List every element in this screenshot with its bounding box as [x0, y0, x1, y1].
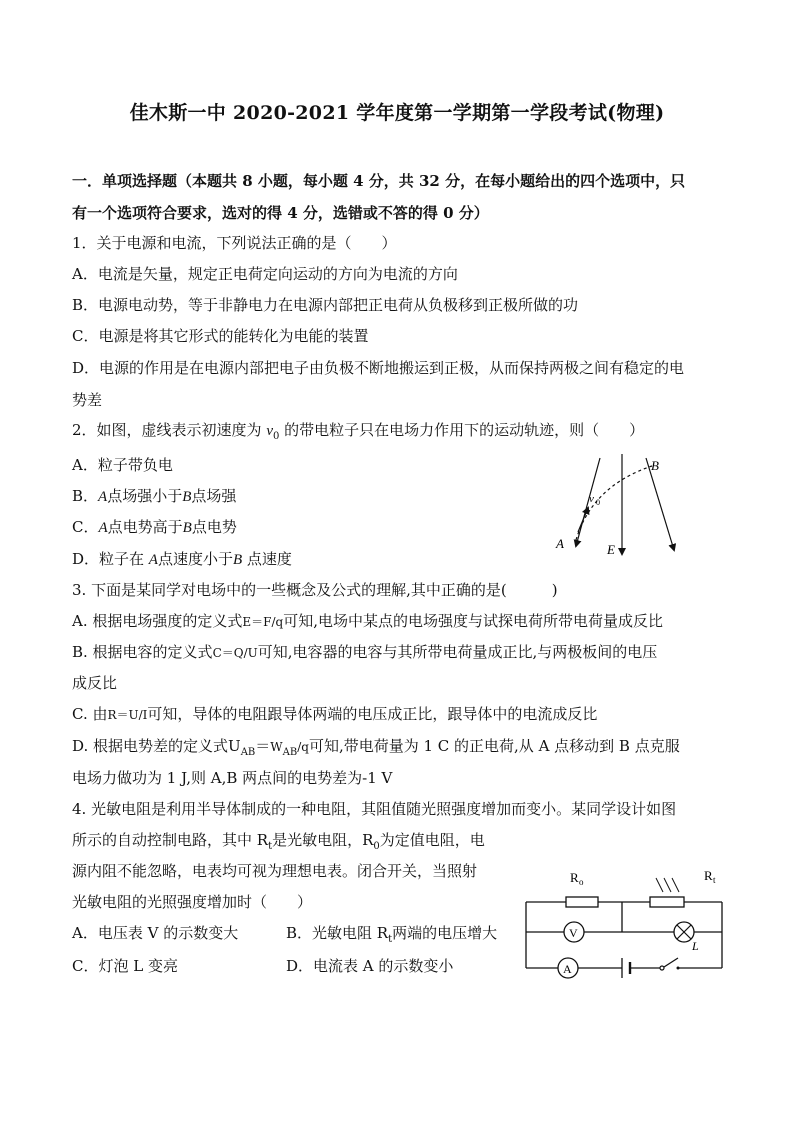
switch-contact-left — [660, 966, 664, 970]
label-voltmeter: V — [569, 926, 578, 940]
label-v: v — [589, 493, 594, 505]
label-r0: R — [570, 870, 579, 885]
q2-d-b: B — [232, 552, 243, 568]
q2-d-pre: D．粒子在 — [72, 550, 149, 568]
q3-option-b-line1 — [72, 642, 657, 663]
light-ray-2 — [664, 878, 671, 892]
q4-stem-line2 — [72, 830, 485, 857]
q4-line2-r0-sub: 0 — [373, 841, 380, 852]
q3-a-formula: E＝F/q — [242, 615, 284, 629]
q1-stem: 1．关于电源和电流，下列说法正确的是（ ） — [72, 234, 397, 252]
q3-d-pre: D. 根据电势差的定义式 — [72, 737, 229, 755]
q4-circuit-diagram — [518, 862, 732, 980]
resistor-r0 — [566, 897, 598, 907]
q2-c-a: A — [98, 520, 108, 536]
q3-d-eq: ＝ — [255, 737, 271, 755]
switch-contact-right — [677, 967, 680, 970]
q1-option-c: C．电源是将其它形式的能转化为电能的装置 — [72, 327, 369, 345]
q4-stem-line3: 源内阻不能忽略，电表均可视为理想电表。闭合开关，当照射 — [72, 862, 478, 880]
q4-b-sub: t — [388, 934, 393, 945]
label-r0-sub: o — [579, 877, 584, 887]
velocity-arrow — [578, 508, 588, 532]
q2-stem — [72, 420, 644, 447]
q3-b-post: 可知,电容器的电容与其所带电荷量成正比,与两极板间的电压 — [257, 643, 658, 661]
q3-a-post: 可知,电场中某点的电场强度与试探电荷所带电荷量成反比 — [283, 612, 663, 630]
q4-option-b — [286, 923, 497, 950]
q3-c-pre: C. 由 — [72, 705, 108, 723]
q2-v: v — [266, 423, 273, 439]
q3-d-q: /q — [297, 740, 309, 754]
q3-b-formula: C＝Q/U — [212, 646, 258, 660]
q2-option-c — [72, 517, 237, 538]
label-ammeter: A — [563, 962, 572, 976]
q2-c-post: 点电势 — [191, 518, 237, 536]
photoresistor-rt — [650, 897, 684, 907]
q4-option-a: A．电压表 V 的示数变大 — [72, 924, 239, 942]
q4-b-post: 两端的电压增大 — [392, 924, 498, 942]
q4-stem-line1: 4. 光敏电阻是利用半导体制成的一种电阻，其阻值随光照强度增加而变小。某同学设计如图 — [72, 800, 677, 818]
q3-d-w-sub: AB — [282, 747, 298, 758]
label-v0-sub: 0 — [596, 498, 600, 507]
q2-stem-pre: 2．如图，虚线表示初速度为 — [72, 421, 267, 439]
q3-d-u: U — [228, 737, 241, 755]
q2-b-post: 点场强 — [191, 487, 237, 505]
section1-heading-line1: 一．单项选择题（本题共 8 小题，每小题 4 分，共 32 分，在每小题给出的四个选项中，只 — [72, 172, 686, 190]
q2-field-diagram — [548, 450, 688, 565]
q2-option-a: A．粒子带负电 — [72, 456, 173, 474]
q3-option-d-line1 — [72, 736, 680, 763]
q4-line2-post: 为定值电阻，电 — [379, 831, 485, 849]
q2-c-mid: 点电势高于 — [107, 518, 183, 536]
q3-option-a — [72, 611, 663, 632]
label-e: E — [607, 542, 615, 557]
q2-b-mid: 点场强小于 — [107, 487, 183, 505]
q2-option-d — [72, 549, 292, 570]
q4-b-pre: B．光敏电阻 R — [286, 924, 389, 942]
q3-d-u-sub: AB — [240, 747, 256, 758]
q4-line2-rt-sub: t — [268, 841, 273, 852]
q3-stem: 3. 下面是某同学对电场中的一些概念及公式的理解,其中正确的是( ) — [72, 581, 558, 599]
q4-option-d: D．电流表 A 的示数变小 — [286, 957, 454, 975]
q2-c-b: B — [182, 520, 192, 536]
label-b: B — [651, 458, 659, 473]
q2-d-a: A — [148, 552, 158, 568]
q2-d-post: 点速度 — [242, 550, 292, 568]
q4-option-c: C．灯泡 L 变亮 — [72, 957, 178, 975]
q3-option-c — [72, 704, 597, 725]
q2-stem-post: 的带电粒子只在电场力作用下的运动轨迹，则（ ） — [279, 421, 645, 439]
q4-line2-pre: 所示的自动控制电路，其中 R — [72, 831, 269, 849]
switch-blade — [664, 958, 678, 967]
light-ray-1 — [656, 878, 663, 892]
light-ray-3 — [672, 878, 679, 892]
q1-option-b: B．电源电动势，等于非静电力在电源内部把正电荷从负极移到正极所做的功 — [72, 296, 579, 314]
q3-d-post: 可知,带电荷量为 1 C 的正电荷,从 A 点移动到 B 点克服 — [308, 737, 680, 755]
q2-option-b — [72, 486, 236, 507]
q2-b-a: A — [98, 489, 108, 505]
q3-d-w: W — [270, 740, 283, 754]
q1-option-d-line1: D．电源的作用是在电源内部把电子由负极不断地搬运到正极，从而保持两极之间有稳定的电 — [72, 359, 685, 377]
exam-title: 佳木斯一中 2020-2021 学年度第一学期第一学段考试(物理) — [129, 102, 665, 124]
q2-b-b: B — [182, 489, 192, 505]
q3-c-formula: R＝U/I — [107, 708, 148, 722]
q3-a-pre: A. 根据电场强度的定义式 — [72, 612, 243, 630]
q3-b-pre: B. 根据电容的定义式 — [72, 643, 213, 661]
q4-stem-line4: 光敏电阻的光照强度增加时（ ） — [72, 893, 313, 911]
q1-option-a: A．电流是矢量，规定正电荷定向运动的方向为电流的方向 — [72, 265, 458, 283]
q1-option-d-line2: 势差 — [72, 391, 103, 409]
q2-v-sub: 0 — [273, 431, 280, 442]
q2-c-pre: C． — [72, 518, 99, 536]
q2-b-pre: B． — [72, 487, 99, 505]
q3-option-d-line2: 电场力做功为 1 J,则 A,B 两点间的电势差为-1 V — [72, 769, 393, 787]
q4-line2-mid: 是光敏电阻，R — [272, 831, 374, 849]
section1-heading-line2: 有一个选项符合要求，选对的得 4 分，选错或不答的得 0 分） — [72, 204, 489, 222]
label-lamp: L — [692, 939, 699, 953]
q3-c-post: 可知，导体的电阻跟导体两端的电压成正比，跟导体中的电流成反比 — [147, 705, 598, 723]
label-a: A — [556, 536, 564, 551]
q3-option-b-line2: 成反比 — [72, 674, 118, 692]
label-rt-sub: t — [713, 875, 716, 885]
label-rt: R — [704, 868, 713, 883]
q2-d-mid: 点速度小于 — [157, 550, 233, 568]
